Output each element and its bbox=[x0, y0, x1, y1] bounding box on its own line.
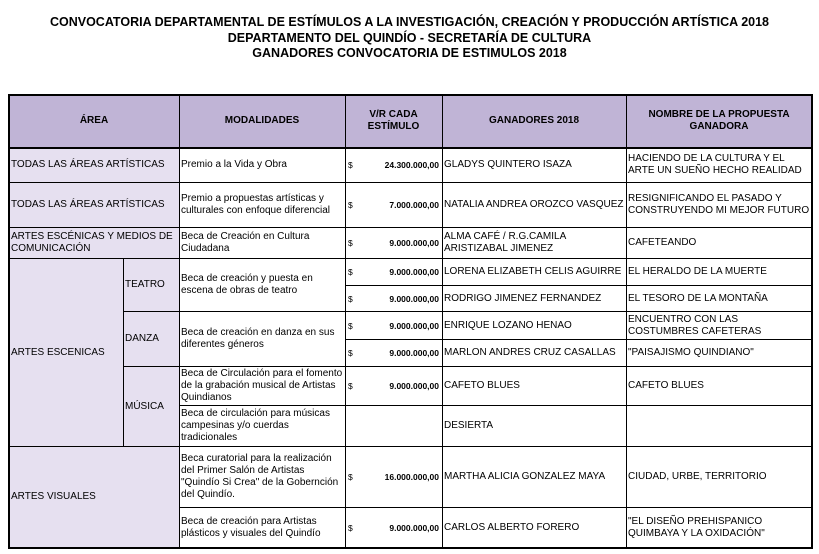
propuesta-cell: HACIENDO DE LA CULTURA Y EL ARTE UN SUEÑO HECHO REALIDAD bbox=[628, 153, 802, 176]
ganador-cell: ENRIQUE LOZANO HENAO bbox=[444, 319, 572, 331]
ganador-cell: RODRIGO JIMENEZ FERNANDEZ bbox=[444, 292, 602, 304]
area-escenicas-medios: ARTES ESCÉNICAS Y MEDIOS DE COMUNICACIÓN bbox=[9, 228, 179, 258]
modalidad-cell: Premio a propuestas artísticas y culturales con enfoque diferencial bbox=[181, 193, 330, 216]
currency-sign: $ bbox=[348, 522, 353, 533]
modalidad-cell: Beca de Creación en Cultura Ciudadana bbox=[181, 231, 310, 254]
currency-sign: $ bbox=[348, 238, 353, 248]
area-todas-1: TODAS LAS ÁREAS ARTÍSTICAS bbox=[9, 148, 179, 182]
subarea-musica: MÚSICA bbox=[123, 367, 179, 446]
valor-amount: 9.000.000,00 bbox=[389, 522, 439, 533]
propuesta-cell: CAFETEANDO bbox=[628, 237, 697, 248]
ganador-cell: LORENA ELIZABETH CELIS AGUIRRE bbox=[444, 266, 622, 277]
subarea-danza: DANZA bbox=[123, 312, 179, 366]
valor-amount: 16.000.000,00 bbox=[384, 472, 439, 482]
ganador-cell: CARLOS ALBERTO FORERO bbox=[444, 521, 580, 533]
valor-amount: 9.000.000,00 bbox=[389, 267, 439, 277]
modalidad-cell: Beca de Circulación para el fomento de la grabación musical de Artistas Quindianos bbox=[181, 368, 343, 403]
currency-sign: $ bbox=[348, 267, 353, 277]
currency-sign: $ bbox=[348, 348, 353, 358]
ganador-cell: MARLON ANDRES CRUZ CASALLAS bbox=[444, 347, 616, 358]
currency-sign: $ bbox=[348, 472, 353, 482]
header-valor: V/R CADA ESTÍMULO bbox=[345, 95, 442, 147]
modalidad-cell: Beca de creación para Artistas plásticos y visuales del Quindío bbox=[181, 515, 321, 539]
propuesta-cell: "PAISAJISMO QUINDIANO" bbox=[628, 347, 754, 358]
modalidad-cell: Premio a la Vida y Obra bbox=[181, 159, 287, 170]
propuesta-cell: "EL DISEÑO PREHISPANICO QUIMBAYA Y LA OXIDACIÓN" bbox=[628, 515, 765, 539]
table-frame bbox=[8, 94, 813, 549]
modalidad-cell: Beca de creación y puesta en escena de obras de teatro bbox=[181, 273, 313, 296]
subarea-teatro: TEATRO bbox=[123, 259, 179, 311]
valor-amount: 9.000.000,00 bbox=[389, 293, 439, 304]
propuesta-cell: CIUDAD, URBE, TERRITORIO bbox=[628, 471, 767, 482]
area-escenicas: ARTES ESCENICAS bbox=[9, 259, 123, 446]
modalidad-cell: Beca curatorial para la realización del Primer Salón de Artistas "Quindío Si Crea" de la Gobernción del Quindío. bbox=[181, 453, 339, 500]
currency-sign: $ bbox=[348, 160, 353, 170]
ganador-cell: GLADYS QUINTERO ISAZA bbox=[444, 159, 572, 170]
propuesta-cell: RESIGNIFICANDO EL PASADO Y CONSTRUYENDO MI MEJOR FUTURO bbox=[628, 193, 810, 216]
header-ganadores: GANADORES 2018 bbox=[442, 95, 626, 147]
modalidad-cell: Beca de circulación para músicas campesinas y/o cuerdas tradicionales bbox=[181, 408, 330, 443]
propuesta-cell: EL HERALDO DE LA MUERTE bbox=[628, 266, 767, 277]
document-heading: GANADORES CONVOCATORIA DE ESTIMULOS 2018 bbox=[252, 46, 567, 60]
valor-amount: 9.000.000,00 bbox=[389, 238, 439, 248]
propuesta-cell: CAFETO BLUES bbox=[628, 380, 704, 391]
currency-sign: $ bbox=[348, 381, 353, 391]
ganador-cell: DESIERTA bbox=[444, 420, 494, 431]
area-todas-2: TODAS LAS ÁREAS ARTÍSTICAS bbox=[9, 183, 179, 227]
area-visuales: ARTES VISUALES bbox=[9, 447, 179, 547]
ganador-cell: NATALIA ANDREA OROZCO VASQUEZ bbox=[444, 199, 624, 210]
header-propuesta: NOMBRE DE LA PROPUESTA GANADORA bbox=[626, 95, 812, 147]
valor-amount: 24.300.000,00 bbox=[384, 160, 439, 170]
ganador-cell: CAFETO BLUES bbox=[444, 380, 520, 391]
valor-amount: 9.000.000,00 bbox=[389, 381, 439, 391]
valor-amount: 9.000.000,00 bbox=[389, 348, 439, 358]
ganador-cell: ALMA CAFÉ / R.G.CAMILA ARISTIZABAL JIMENEZ bbox=[444, 231, 566, 254]
currency-sign: $ bbox=[348, 320, 353, 331]
header-modalidades: MODALIDADES bbox=[179, 95, 345, 147]
currency-sign: $ bbox=[348, 200, 353, 210]
valor-amount: 7.000.000,00 bbox=[389, 200, 439, 210]
modalidad-cell: Beca de creación en danza en sus diferentes géneros bbox=[181, 327, 335, 350]
ganador-cell: MARTHA ALICIA GONZALEZ MAYA bbox=[444, 471, 606, 482]
valor-amount: 9.000.000,00 bbox=[389, 320, 439, 331]
propuesta-cell: EL TESORO DE LA MONTAÑA bbox=[628, 292, 768, 304]
propuesta-cell: ENCUENTRO CON LAS COSTUMBRES CAFETERAS bbox=[628, 313, 762, 337]
document-title: CONVOCATORIA DEPARTAMENTAL DE ESTÍMULOS A LA INVESTIGACIÓN, CREACIÓN Y PRODUCCIÓN ARTÍSTICA 2018 bbox=[49, 15, 770, 29]
header-area: ÁREA bbox=[9, 95, 179, 147]
document-subtitle: DEPARTAMENTO DEL QUINDÍO - SECRETARÍA DE CULTURA bbox=[227, 31, 592, 45]
currency-sign: $ bbox=[348, 293, 353, 304]
